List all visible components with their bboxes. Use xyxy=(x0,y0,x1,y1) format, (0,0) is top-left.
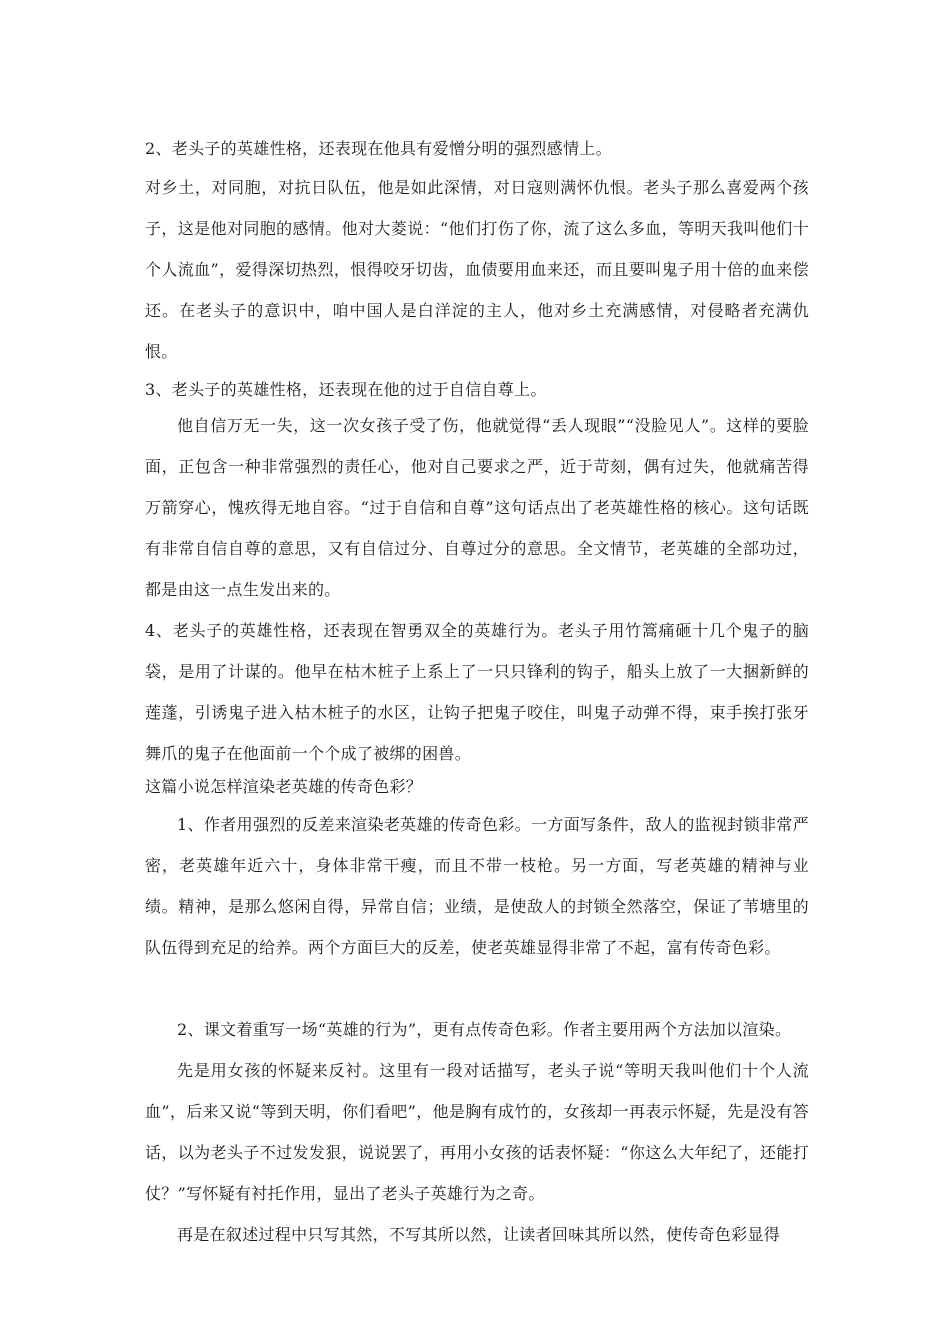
paragraph-self-confidence: 他自信万无一失，这一次女孩子受了伤，他就觉得“丢人现眼”“没脸见人”。这样的要脸面，正包含一种非常强烈的责任心，他对自己要求之严，近于苛刻，偶有过失，他就痛苦得万箭穿心，愧疚得无地自容。“过于自信和自尊”这句话点出了老英雄性格的核心。这句话既有非常自信自尊的意思，又有自信过分、自尊过分的意思。全文情节，老英雄的全部功过，都是由这一点生发出来的。 xyxy=(145,416,809,599)
paragraph-contrast: 1、作者用强烈的反差来渲染老英雄的传奇色彩。一方面写条件，敌人的监视封锁非常严密，老英雄年近六十，身体非常干瘦，而且不带一枝枪。另一方面，写老英雄的精神与业绩。精神，是那么悠闲自得，异常自信；业绩，是使敌人的封锁全然落空，保证了苇塘里的队伍得到充足的给养。两个方面巨大的反差，使老英雄显得非常了不起，富有传奇色彩。 xyxy=(145,815,809,957)
paragraph-narration: 再是在叙述过程中只写其然，不写其所以然，让读者回味其所以然，使传奇色彩显得 xyxy=(177,1225,781,1244)
section-heading-3: 3、老头子的英雄性格，还表现在他的过于自信自尊上。 xyxy=(145,380,547,399)
paragraph-love-hate: 对乡土，对同胞，对抗日队伍，他是如此深情，对日寇则满怀仇恨。老头子那么喜爱两个孩子，这是他对同胞的感情。他对大菱说：“他们打伤了你，流了这么多血，等明天我叫他们十个人流血”，爱得深切热烈，恨得咬牙切齿，血债要用血来还，而且要叫鬼子用十倍的血来偿还。在老头子的意识中，咱中国人是白洋淀的主人，他对乡土充满感情，对侵略者充满仇恨。 xyxy=(145,178,809,361)
paragraph-girl-doubt: 先是用女孩的怀疑来反衬。这里有一段对话描写，老头子说“等明天我叫他们十个人流血”，后来又说“等到天明，你们看吧”，他是胸有成竹的，女孩却一再表示怀疑，先是没有答话，以为老头子不过发发狠，说说罢了，再用小女孩的话表怀疑：“你这么大年纪了，还能打仗？”写怀疑有衬托作用，显出了老头子英雄行为之奇。 xyxy=(145,1061,809,1203)
paragraph-courage-wisdom: 4、老头子的英雄性格，还表现在智勇双全的英雄行为。老头子用竹篙痛砸十几个鬼子的脑袋，是用了计谋的。他早在枯木桩子上系上了一只只锋利的钩子，船头上放了一大捆新鲜的莲蓬，引诱鬼子进入枯木桩子的水区，让钩子把鬼子咬住，叫鬼子动弹不得，束手挨打张牙舞爪的鬼子在他面前一个个成了被绑的困兽。 xyxy=(145,621,809,763)
question-heading: 这篇小说怎样渲染老英雄的传奇色彩？ xyxy=(145,777,423,796)
paragraph-heroic-action: 2、课文着重写一场“英雄的行为”，更有点传奇色彩。作者主要用两个方法加以渲染。 xyxy=(177,1020,792,1039)
section-heading-2: 2、老头子的英雄性格，还表现在他具有爱憎分明的强烈感情上。 xyxy=(145,139,612,158)
